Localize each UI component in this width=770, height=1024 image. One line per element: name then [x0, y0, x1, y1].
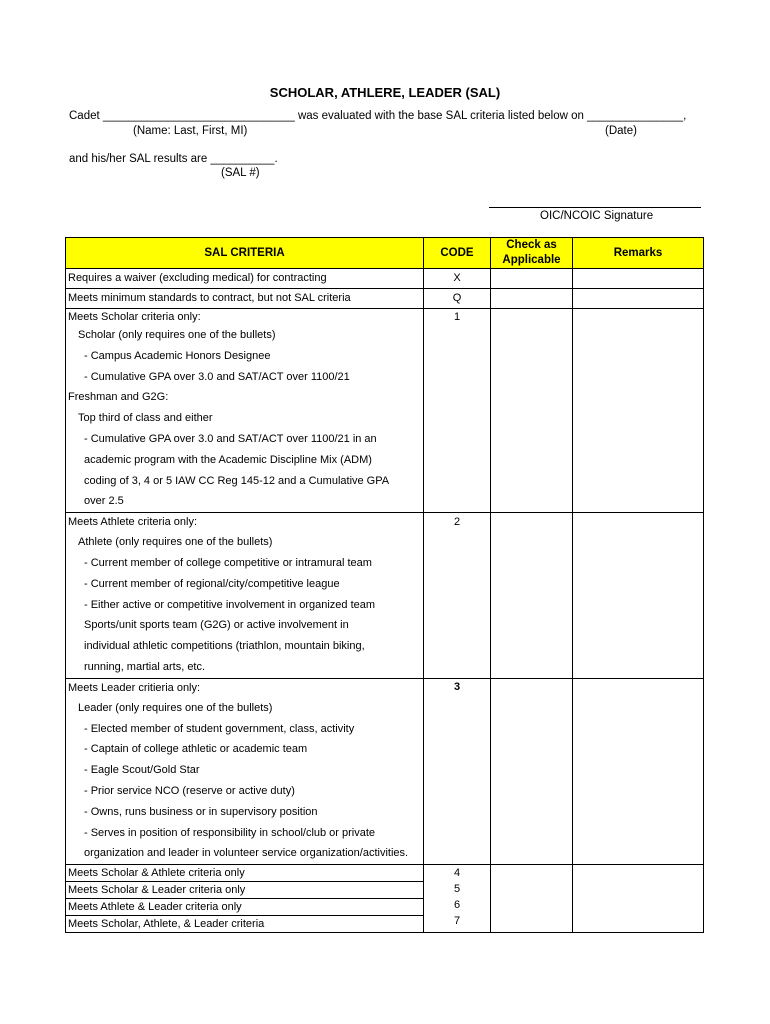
check-cell[interactable] [491, 269, 573, 289]
header-code: CODE [424, 238, 491, 269]
remarks-cell[interactable] [573, 289, 704, 309]
signature-caption: OIC/NCOIC Signature [540, 210, 654, 222]
scholar-line: Top third of class and either [78, 412, 213, 425]
athlete-line: Athlete (only requires one of the bullets) [78, 536, 273, 549]
table-header-row [66, 238, 704, 269]
check-cell[interactable] [491, 513, 573, 679]
combo-code: 4 [453, 867, 461, 880]
scholar-heading: Meets Scholar criteria only: [68, 311, 201, 323]
code-cell [424, 865, 491, 933]
table-row-scholar [66, 309, 704, 513]
scholar-code: 1 [453, 311, 461, 323]
header-check-applicable: Check as Applicable [491, 238, 573, 269]
header-remarks: Remarks [573, 238, 704, 269]
remarks-cell[interactable] [573, 865, 704, 933]
athlete-line: - Current member of college competitive or intramural team [84, 556, 372, 569]
remarks-cell[interactable] [573, 678, 704, 864]
athlete-line: - Either active or competitive involvement in organized team [84, 598, 376, 611]
athlete-line: - Current member of regional/city/competitive league [84, 577, 340, 590]
combo-code: 5 [453, 883, 461, 896]
athlete-criteria-cell [66, 513, 424, 679]
signature-line[interactable] [489, 199, 701, 208]
scholar-line: Scholar (only requires one of the bullets) [78, 329, 276, 341]
leader-line: - Captain of college athletic or academic team [84, 743, 308, 756]
leader-code: 3 [453, 680, 461, 693]
date-blank[interactable]: _______________, [587, 110, 687, 122]
combo-line: Meets Scholar & Athlete criteria only [66, 865, 423, 882]
code-cell: X [424, 269, 491, 289]
leader-line: - Owns, runs business or in supervisory position [84, 805, 318, 818]
leader-line: - Eagle Scout/Gold Star [84, 764, 200, 777]
athlete-line: running, martial arts, etc. [84, 660, 206, 673]
combo-code: 7 [453, 915, 461, 928]
code-cell: Q [424, 289, 491, 309]
check-cell[interactable] [491, 865, 573, 933]
combo-code: 6 [453, 899, 461, 912]
table-row [66, 269, 704, 289]
athlete-line: Sports/unit sports team (G2G) or active involvement in [84, 619, 349, 632]
combo-line: Meets Athlete & Leader criteria only [66, 899, 423, 916]
athlete-code: 2 [453, 516, 461, 529]
check-cell[interactable] [491, 678, 573, 864]
scholar-line: - Cumulative GPA over 3.0 and SAT/ACT over 1100/21 in an [84, 432, 377, 445]
leader-line: Leader (only requires one of the bullets) [78, 701, 273, 714]
athlete-line: individual athletic competitions (triathlon, mountain biking, [84, 640, 365, 653]
code-cell [424, 513, 491, 679]
table-row-leader [66, 678, 704, 864]
combo-line: Meets Scholar & Leader criteria only [66, 882, 423, 899]
scholar-criteria-cell [66, 309, 424, 513]
scholar-line: coding of 3, 4 or 5 IAW CC Reg 145-12 and a Cumulative GPA [84, 474, 390, 487]
criteria-cell: Requires a waiver (excluding medical) for contracting [66, 269, 424, 289]
leader-criteria-cell [66, 678, 424, 864]
sal-caption: (SAL #) [221, 167, 260, 179]
table-row [66, 289, 704, 309]
criteria-cell: Meets minimum standards to contract, but not SAL criteria [66, 289, 424, 309]
results-text: and his/her SAL results are __________. [69, 153, 278, 165]
leader-line: - Serves in position of responsibility in school/club or private [84, 826, 376, 839]
evaluation-text: was evaluated with the base SAL criteria listed below on [297, 110, 584, 122]
table-row-athlete [66, 513, 704, 679]
check-cell[interactable] [491, 289, 573, 309]
name-caption: (Name: Last, First, MI) [133, 125, 248, 137]
check-cell[interactable] [491, 309, 573, 513]
cadet-name-blank[interactable]: ______________________________ [102, 110, 295, 122]
page-title: SCHOLAR, ATHLERE, LEADER (SAL) [269, 85, 501, 100]
remarks-cell[interactable] [573, 269, 704, 289]
leader-line: - Prior service NCO (reserve or active duty) [84, 784, 295, 797]
remarks-cell[interactable] [573, 309, 704, 513]
leader-heading: Meets Leader critieria only: [68, 681, 201, 694]
scholar-line: academic program with the Academic Discipline Mix (ADM) [84, 453, 372, 466]
combo-criteria-cell [66, 865, 424, 933]
cadet-label [69, 110, 686, 122]
remarks-cell[interactable] [573, 513, 704, 679]
scholar-line: - Cumulative GPA over 3.0 and SAT/ACT over 1100/21 [84, 370, 350, 383]
cadet-prefix: Cadet [69, 110, 100, 122]
sal-criteria-table [65, 237, 704, 933]
code-cell [424, 678, 491, 864]
combo-line: Meets Scholar, Athlete, & Leader criteria [68, 918, 265, 931]
header-sal-criteria: SAL CRITERIA [66, 238, 424, 269]
code-cell [424, 309, 491, 513]
scholar-line: Freshman and G2G: [68, 391, 169, 404]
scholar-line: over 2.5 [84, 495, 124, 508]
athlete-heading: Meets Athlete criteria only: [68, 516, 198, 529]
table-row-combos [66, 865, 704, 933]
leader-line: - Elected member of student government, class, activity [84, 722, 355, 735]
scholar-line: - Campus Academic Honors Designee [84, 349, 271, 362]
date-caption: (Date) [605, 125, 637, 137]
leader-line: organization and leader in volunteer service organization/activities. [84, 847, 409, 860]
